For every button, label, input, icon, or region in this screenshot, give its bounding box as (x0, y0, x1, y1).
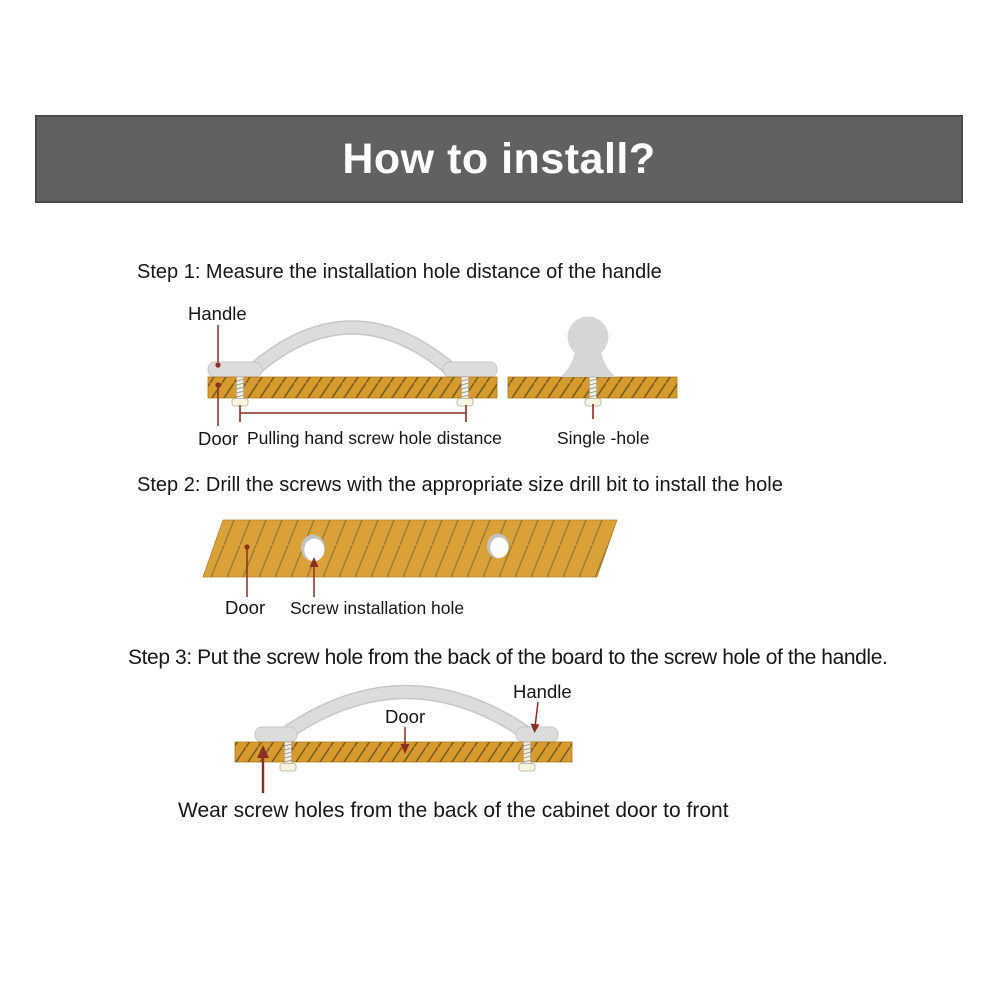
page-title: How to install? (342, 134, 656, 183)
knob-shape (560, 317, 616, 378)
step3-caption: Wear screw holes from the back of the cabinet door to front (178, 799, 729, 822)
label-distance: Pulling hand screw hole distance (247, 428, 502, 448)
drill-hole-right (487, 534, 509, 559)
hole-distance-dimension-line (240, 405, 466, 422)
label-handle: Handle (188, 303, 247, 324)
step2-diagram (160, 505, 640, 630)
drill-hole-left (301, 535, 325, 562)
step3-diagram (150, 675, 650, 803)
title-banner (35, 115, 963, 203)
handle-pointer-line (215, 325, 220, 368)
step3-heading: Step 3: Put the screw hole from the back of the board to the screw hole of the handle. (128, 646, 888, 669)
step1-heading: Step 1: Measure the installation hole distance of the handle (137, 261, 662, 283)
label-door: Door (385, 706, 426, 727)
label-screw-hole: Screw installation hole (290, 598, 465, 618)
handle-shape (208, 328, 497, 378)
handle-right-foot (443, 362, 497, 377)
label-handle: Handle (513, 681, 572, 702)
label-door: Door (225, 597, 266, 618)
drilled-door-board (203, 520, 617, 577)
door-board (208, 377, 497, 398)
handle-right-foot (516, 727, 558, 742)
step1-diagram (150, 293, 710, 460)
label-door: Door (198, 428, 239, 449)
handle-left-foot (255, 727, 297, 742)
label-single-hole: Single -hole (557, 428, 650, 448)
step2-heading: Step 2: Drill the screws with the appropriate size drill bit to install the hole (137, 474, 783, 496)
